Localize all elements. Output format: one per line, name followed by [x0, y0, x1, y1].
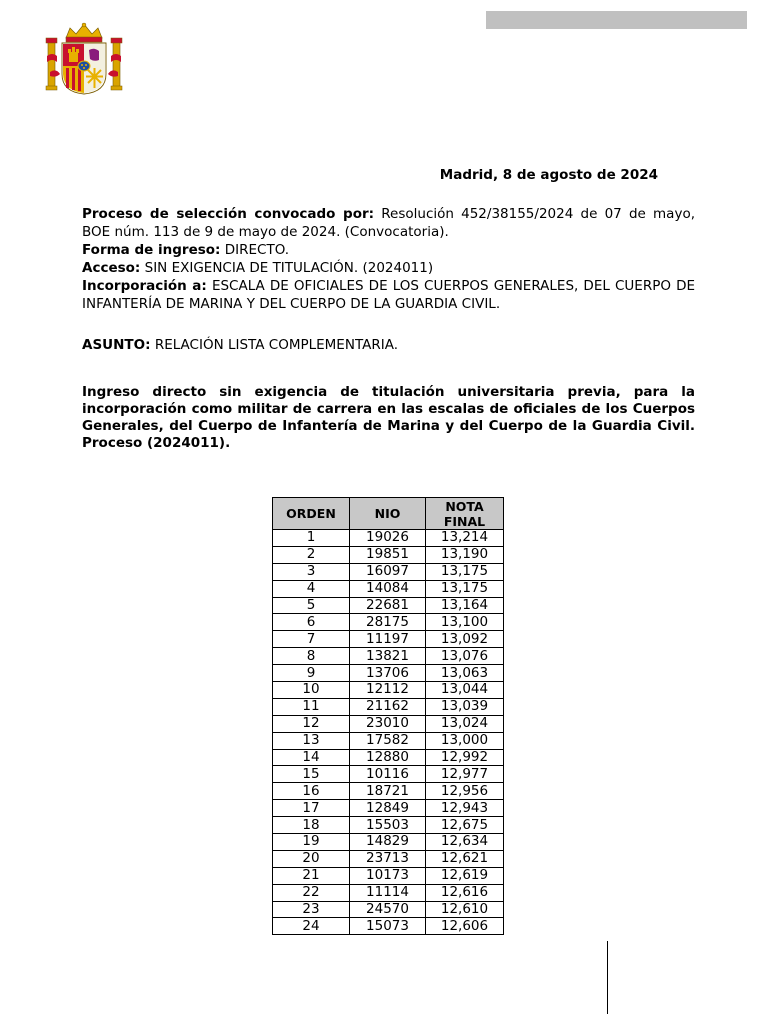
cell-nota-final: 12,610	[426, 901, 504, 918]
table-body	[273, 530, 504, 935]
header-nota-final-label: NOTA FINAL	[443, 498, 486, 529]
coat-of-arms-icon	[44, 22, 124, 96]
cell-nio: 11197	[350, 631, 426, 648]
cell-nota-final: 13,100	[426, 614, 504, 631]
table-row	[273, 682, 504, 699]
cell-nota-final: 13,190	[426, 546, 504, 563]
process-description: Ingreso directo sin exigencia de titulación universitaria previa, para la incorporación como militar de carrera en las escalas de oficiales de los Cuerpos Generales, del Cuerpo de Infantería de Marina y del Cuerpo de la Guardia Civil. Proceso (2024011).	[82, 384, 695, 451]
cell-nota-final: 13,175	[426, 580, 504, 597]
cell-nio: 18721	[350, 783, 426, 800]
cell-orden: 8	[273, 648, 350, 665]
cell-nota-final: 13,024	[426, 715, 504, 732]
table-row	[273, 563, 504, 580]
cell-nio: 13706	[350, 665, 426, 682]
header-gray-bar	[486, 11, 747, 29]
cell-nota-final: 12,956	[426, 783, 504, 800]
table-row	[273, 867, 504, 884]
cell-nota-final: 13,092	[426, 631, 504, 648]
cell-nota-final: 12,675	[426, 817, 504, 834]
cell-orden: 17	[273, 800, 350, 817]
cell-orden: 4	[273, 580, 350, 597]
cell-orden: 19	[273, 834, 350, 851]
table-row	[273, 715, 504, 732]
cell-nio: 28175	[350, 614, 426, 631]
cell-nio: 14084	[350, 580, 426, 597]
table-row	[273, 614, 504, 631]
table-row	[273, 698, 504, 715]
cell-nio: 13821	[350, 648, 426, 665]
cell-orden: 15	[273, 766, 350, 783]
cell-nio: 24570	[350, 901, 426, 918]
cell-orden: 10	[273, 682, 350, 699]
cell-nio: 10116	[350, 766, 426, 783]
table-row	[273, 884, 504, 901]
cell-orden: 21	[273, 867, 350, 884]
table-row	[273, 850, 504, 867]
table-row	[273, 918, 504, 935]
cell-orden: 20	[273, 850, 350, 867]
page-margin-line	[607, 941, 608, 1014]
table-row	[273, 631, 504, 648]
cell-orden: 24	[273, 918, 350, 935]
cell-nio: 17582	[350, 732, 426, 749]
cell-orden: 7	[273, 631, 350, 648]
cell-orden: 13	[273, 732, 350, 749]
table-row	[273, 530, 504, 547]
asunto-value: RELACIÓN LISTA COMPLEMENTARIA.	[154, 337, 399, 353]
cell-nio: 14829	[350, 834, 426, 851]
cell-nio: 15073	[350, 918, 426, 935]
cell-nota-final: 12,619	[426, 867, 504, 884]
cell-nota-final: 12,943	[426, 800, 504, 817]
cell-nio: 23713	[350, 850, 426, 867]
cell-nio: 22681	[350, 597, 426, 614]
forma-label: Forma de ingreso:	[82, 242, 221, 258]
cell-nota-final: 13,164	[426, 597, 504, 614]
table-row	[273, 546, 504, 563]
cell-nota-final: 12,634	[426, 834, 504, 851]
asunto-line	[82, 336, 695, 354]
cell-nio: 10173	[350, 867, 426, 884]
header-orden: ORDEN	[273, 498, 350, 530]
table-row	[273, 783, 504, 800]
table-row	[273, 800, 504, 817]
table-row	[273, 817, 504, 834]
cell-nota-final: 12,621	[426, 850, 504, 867]
cell-nota-final: 13,039	[426, 698, 504, 715]
header-nota-final	[426, 498, 504, 530]
cell-nota-final: 13,175	[426, 563, 504, 580]
cell-orden: 2	[273, 546, 350, 563]
table-row	[273, 597, 504, 614]
results-table	[272, 497, 504, 935]
proceso-label: Proceso de selección convocado por:	[82, 206, 375, 222]
header-nio: NIO	[350, 498, 426, 530]
cell-orden: 18	[273, 817, 350, 834]
cell-orden: 1	[273, 530, 350, 547]
document-date: Madrid, 8 de agosto de 2024	[439, 167, 658, 183]
cell-orden: 12	[273, 715, 350, 732]
cell-orden: 16	[273, 783, 350, 800]
incorporacion-label: Incorporación a:	[82, 278, 207, 294]
cell-nota-final: 13,214	[426, 530, 504, 547]
cell-nota-final: 12,606	[426, 918, 504, 935]
cell-nota-final: 12,616	[426, 884, 504, 901]
cell-orden: 22	[273, 884, 350, 901]
table-row	[273, 749, 504, 766]
cell-nota-final: 13,076	[426, 648, 504, 665]
table-row	[273, 648, 504, 665]
table-row	[273, 732, 504, 749]
proceso-value: Resolución 452/38155/2024 de 07 de mayo, BOE núm. 113 de 9 de mayo de 2024. (Convocatoria).	[82, 206, 695, 240]
table-row	[273, 766, 504, 783]
cell-orden: 23	[273, 901, 350, 918]
cell-nio: 19851	[350, 546, 426, 563]
cell-nota-final: 12,992	[426, 749, 504, 766]
cell-orden: 14	[273, 749, 350, 766]
acceso-value: SIN EXIGENCIA DE TITULACIÓN. (2024011)	[144, 260, 434, 276]
cell-nio: 11114	[350, 884, 426, 901]
cell-orden: 9	[273, 665, 350, 682]
cell-nio: 12849	[350, 800, 426, 817]
cell-orden: 5	[273, 597, 350, 614]
cell-nota-final: 13,063	[426, 665, 504, 682]
cell-orden: 3	[273, 563, 350, 580]
intro-block	[82, 205, 695, 313]
cell-nio: 15503	[350, 817, 426, 834]
cell-nio: 23010	[350, 715, 426, 732]
acceso-label: Acceso:	[82, 260, 141, 276]
table-row	[273, 665, 504, 682]
cell-nio: 12880	[350, 749, 426, 766]
cell-nio: 16097	[350, 563, 426, 580]
forma-value: DIRECTO.	[224, 242, 290, 258]
cell-nio: 19026	[350, 530, 426, 547]
cell-nota-final: 12,977	[426, 766, 504, 783]
table-header-row	[273, 498, 504, 530]
cell-orden: 11	[273, 698, 350, 715]
cell-nota-final: 13,000	[426, 732, 504, 749]
cell-nio: 12112	[350, 682, 426, 699]
table-row	[273, 580, 504, 597]
cell-nota-final: 13,044	[426, 682, 504, 699]
incorporacion-value: ESCALA DE OFICIALES DE LOS CUERPOS GENERALES, DEL CUERPO DE INFANTERÍA DE MARINA Y DEL CUERPO DE LA GUARDIA CIVIL.	[82, 278, 696, 312]
cell-orden: 6	[273, 614, 350, 631]
table-row	[273, 901, 504, 918]
table-row	[273, 834, 504, 851]
cell-nio: 21162	[350, 698, 426, 715]
asunto-label: ASUNTO:	[82, 337, 151, 353]
